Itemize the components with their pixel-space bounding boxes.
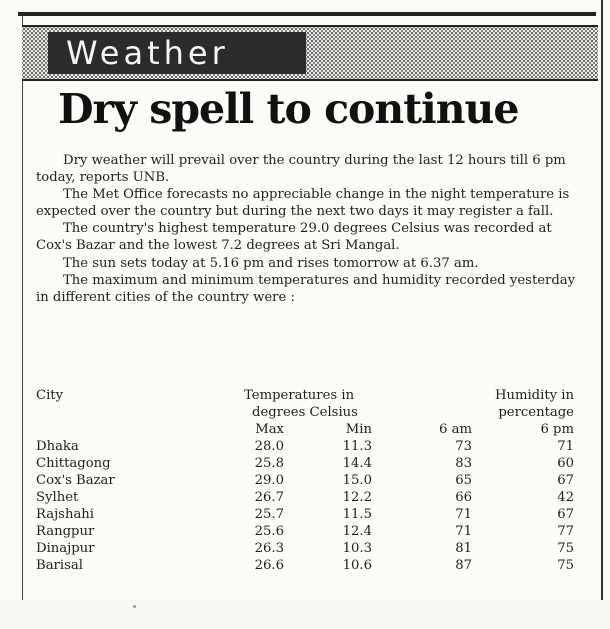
city-name: Rangpur [36, 523, 95, 539]
humidity-6am: 66 [455, 489, 472, 505]
max-temp: 25.8 [254, 456, 284, 472]
article-headline: Dry spell to continue [58, 85, 519, 133]
min-temp: 10.3 [342, 540, 372, 556]
min-temp: 12.2 [342, 489, 372, 505]
min-temp: 12.4 [342, 523, 372, 539]
min-temp: 11.3 [342, 439, 372, 455]
max-temp: 26.6 [254, 557, 284, 573]
city-name: Barisal [36, 557, 83, 573]
city-name: Rajshahi [36, 506, 95, 522]
table-row [36, 455, 584, 472]
print-speck [133, 605, 136, 608]
humidity-6am: 83 [455, 456, 472, 472]
humidity-6pm: 77 [557, 523, 574, 539]
header-temp-line2: degrees Celsius [252, 405, 358, 421]
header-hum-line2: percentage [498, 405, 574, 421]
max-temp: 28.0 [254, 439, 284, 455]
table-row [36, 523, 584, 540]
table-row [36, 540, 584, 557]
header-temp-line1: Temperatures in [244, 388, 355, 403]
humidity-6pm: 75 [557, 540, 574, 556]
header-6am: 6 am [439, 422, 472, 438]
left-rule [22, 16, 23, 600]
paragraph-5: The maximum and minimum temperatures and humidity recorded yesterday in different cities of the country were : [36, 272, 576, 305]
city-name: Cox's Bazar [36, 473, 115, 489]
humidity-6pm: 67 [557, 473, 574, 489]
table-header-row-3 [36, 421, 584, 438]
top-rule [18, 12, 596, 16]
humidity-6am: 81 [455, 540, 472, 556]
table-row [36, 557, 584, 574]
humidity-6am: 73 [455, 439, 472, 455]
table-header-row-1 [36, 387, 584, 404]
humidity-6pm: 60 [557, 456, 574, 472]
paragraph-2: The Met Office forecasts no appreciable change in the night temperature is expected over the country but during the next two days it may register a fall. [36, 187, 570, 220]
humidity-6am: 71 [455, 523, 472, 539]
humidity-6pm: 71 [557, 439, 574, 455]
section-banner [22, 25, 598, 81]
table-header-row-2 [36, 404, 584, 421]
humidity-6pm: 42 [557, 489, 574, 505]
max-temp: 26.3 [254, 540, 284, 556]
city-name: Chittagong [36, 456, 111, 472]
table-row [36, 489, 584, 506]
humidity-6am: 71 [455, 506, 472, 522]
min-temp: 11.5 [342, 506, 372, 522]
table-row [36, 438, 584, 455]
paragraph-1: Dry weather will prevail over the country during the last 12 hours till 6 pm today, reports UNB. [36, 153, 566, 186]
max-temp: 25.6 [254, 523, 284, 539]
header-city: City [36, 388, 64, 403]
header-max: Max [255, 422, 284, 438]
max-temp: 29.0 [254, 473, 284, 489]
paragraph-3: The country's highest temperature 29.0 degrees Celsius was recorded at Cox's Bazar and the lowest 7.2 degrees at Sri Mangal. [36, 221, 552, 254]
header-6pm: 6 pm [540, 422, 574, 438]
table-row [36, 472, 584, 489]
right-rule [601, 0, 603, 600]
city-name: Sylhet [36, 489, 79, 505]
min-temp: 15.0 [342, 473, 372, 489]
section-banner-box [48, 32, 306, 74]
max-temp: 26.7 [254, 489, 284, 505]
header-min: Min [345, 422, 372, 438]
header-hum-line1: Humidity in [494, 388, 574, 403]
section-title: Weather [66, 34, 229, 72]
humidity-6am: 87 [455, 557, 472, 573]
weather-table [36, 387, 584, 573]
min-temp: 14.4 [342, 456, 372, 472]
min-temp: 10.6 [342, 557, 372, 573]
humidity-6am: 65 [455, 473, 472, 489]
article-body [36, 152, 584, 306]
max-temp: 25.7 [254, 506, 284, 522]
table-row [36, 506, 584, 523]
paragraph-4: The sun sets today at 5.16 pm and rises tomorrow at 6.37 am. [63, 255, 479, 271]
city-name: Dinajpur [36, 540, 95, 556]
city-name: Dhaka [36, 439, 79, 455]
humidity-6pm: 75 [557, 557, 574, 573]
humidity-6pm: 67 [557, 506, 574, 522]
